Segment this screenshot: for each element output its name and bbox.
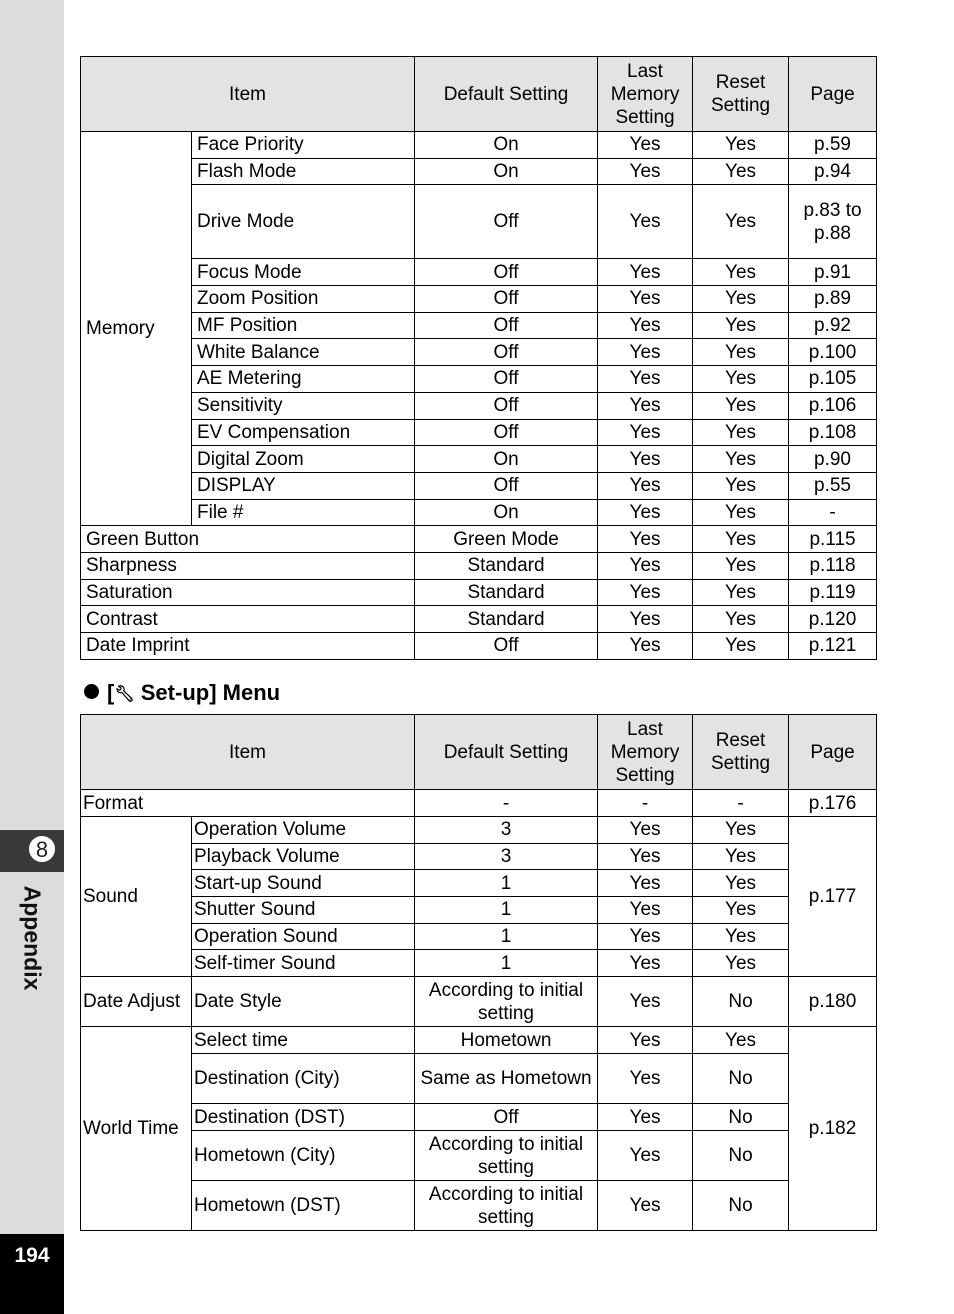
cell-page: p.55 [789, 472, 877, 499]
table-row [81, 339, 877, 366]
cell-page: p.177 [789, 817, 877, 977]
table-row [81, 633, 877, 660]
cell-last-memory: Yes [598, 392, 693, 419]
cell-default-setting: Off [415, 366, 598, 393]
cell-last-memory: - [598, 790, 693, 817]
cell-item: Operation Volume [192, 817, 415, 844]
table-row [81, 158, 877, 185]
cell-item: Destination (DST) [192, 1104, 415, 1131]
table-row [81, 790, 877, 817]
heading-bracket: [ [107, 680, 115, 705]
cell-last-memory: Yes [598, 312, 693, 339]
chapter-title: Appendix [19, 885, 46, 991]
cell-page: p.83 to p.88 [789, 185, 877, 259]
bullet-icon [84, 684, 99, 699]
cell-default-setting: Green Mode [415, 526, 598, 553]
cell-last-memory: Yes [598, 526, 693, 553]
cell-reset-setting: Yes [693, 633, 789, 660]
cell-last-memory: Yes [598, 499, 693, 526]
cell-item: Flash Mode [192, 158, 415, 185]
cell-reset-setting: Yes [693, 132, 789, 159]
cell-item: Contrast [81, 606, 415, 633]
table-row [81, 897, 877, 924]
table-row [81, 526, 877, 553]
cell-page: p.91 [789, 259, 877, 286]
page-number: 194 [0, 1234, 64, 1314]
cell-default-setting: On [415, 132, 598, 159]
cell-reset-setting: Yes [693, 870, 789, 897]
table-row [81, 366, 877, 393]
cell-item: Hometown (DST) [192, 1181, 415, 1231]
cell-page: p.100 [789, 339, 877, 366]
cell-default-setting: On [415, 446, 598, 473]
cell-reset-setting: Yes [693, 923, 789, 950]
cell-item: AE Metering [192, 366, 415, 393]
cell-default-setting: Hometown [415, 1027, 598, 1054]
group-label-sound: Sound [81, 817, 192, 977]
cell-item: Playback Volume [192, 843, 415, 870]
cell-page: p.105 [789, 366, 877, 393]
table-row [81, 419, 877, 446]
cell-page: p.121 [789, 633, 877, 660]
cell-default-setting: On [415, 499, 598, 526]
cell-page: p.182 [789, 1027, 877, 1231]
cell-last-memory: Yes [598, 552, 693, 579]
cell-last-memory: Yes [598, 579, 693, 606]
cell-item: White Balance [192, 339, 415, 366]
cell-item: Date Imprint [81, 633, 415, 660]
cell-last-memory: Yes [598, 817, 693, 844]
table-row [81, 499, 877, 526]
cell-reset-setting: Yes [693, 843, 789, 870]
cell-last-memory: Yes [598, 1181, 693, 1231]
cell-default-setting: Off [415, 419, 598, 446]
cell-default-setting: Standard [415, 606, 598, 633]
cell-page: p.120 [789, 606, 877, 633]
setup-menu-table [80, 714, 877, 1231]
cell-default-setting: Standard [415, 579, 598, 606]
header-item: Item [81, 715, 415, 790]
table-row [81, 286, 877, 313]
header-last-memory-setting: Last Memory Setting [598, 715, 693, 790]
cell-default-setting: Same as Hometown [415, 1054, 598, 1104]
cell-reset-setting: Yes [693, 259, 789, 286]
cell-page: p.94 [789, 158, 877, 185]
cell-reset-setting: Yes [693, 499, 789, 526]
cell-page: p.118 [789, 552, 877, 579]
cell-reset-setting: Yes [693, 339, 789, 366]
cell-item: Operation Sound [192, 923, 415, 950]
cell-item: Sensitivity [192, 392, 415, 419]
cell-reset-setting: Yes [693, 158, 789, 185]
cell-reset-setting: No [693, 1054, 789, 1104]
cell-reset-setting: No [693, 1104, 789, 1131]
table-row [81, 843, 877, 870]
cell-item: File # [192, 499, 415, 526]
cell-reset-setting: No [693, 1131, 789, 1181]
header-item: Item [81, 57, 415, 132]
cell-last-memory: Yes [598, 633, 693, 660]
cell-last-memory: Yes [598, 843, 693, 870]
cell-reset-setting: Yes [693, 472, 789, 499]
cell-item: Shutter Sound [192, 897, 415, 924]
table-row [81, 1054, 877, 1104]
cell-last-memory: Yes [598, 286, 693, 313]
cell-item: Start-up Sound [192, 870, 415, 897]
table-row [81, 472, 877, 499]
cell-reset-setting: - [693, 790, 789, 817]
cell-page: p.180 [789, 977, 877, 1027]
cell-last-memory: Yes [598, 419, 693, 446]
group-label-world-time: World Time [81, 1027, 192, 1231]
cell-page: p.59 [789, 132, 877, 159]
cell-default-setting: Off [415, 312, 598, 339]
cell-last-memory: Yes [598, 897, 693, 924]
cell-default-setting: Off [415, 633, 598, 660]
cell-default-setting: Off [415, 339, 598, 366]
cell-default-setting: 1 [415, 897, 598, 924]
cell-reset-setting: Yes [693, 817, 789, 844]
group-label-date-adjust: Date Adjust [81, 977, 192, 1027]
cell-last-memory: Yes [598, 1104, 693, 1131]
cell-last-memory: Yes [598, 158, 693, 185]
cell-page: p.108 [789, 419, 877, 446]
cell-item: Self-timer Sound [192, 950, 415, 977]
cell-reset-setting: Yes [693, 526, 789, 553]
cell-last-memory: Yes [598, 977, 693, 1027]
cell-reset-setting: Yes [693, 392, 789, 419]
cell-item: Select time [192, 1027, 415, 1054]
cell-last-memory: Yes [598, 259, 693, 286]
cell-item: Saturation [81, 579, 415, 606]
group-label-memory: Memory [81, 132, 192, 526]
cell-reset-setting: Yes [693, 366, 789, 393]
table-row [81, 606, 877, 633]
cell-last-memory: Yes [598, 1027, 693, 1054]
cell-page: p.176 [789, 790, 877, 817]
cell-reset-setting: Yes [693, 185, 789, 259]
table-row [81, 977, 877, 1027]
cell-last-memory: Yes [598, 366, 693, 393]
cell-last-memory: Yes [598, 950, 693, 977]
cell-item: MF Position [192, 312, 415, 339]
table-row [81, 259, 877, 286]
cell-last-memory: Yes [598, 1131, 693, 1181]
cell-reset-setting: Yes [693, 312, 789, 339]
cell-default-setting: 3 [415, 817, 598, 844]
cell-page: - [789, 499, 877, 526]
cell-item: Sharpness [81, 552, 415, 579]
table-row [81, 1104, 877, 1131]
table-row [81, 950, 877, 977]
cell-default-setting: Off [415, 185, 598, 259]
cell-item: Zoom Position [192, 286, 415, 313]
cell-page: p.90 [789, 446, 877, 473]
cell-default-setting: 1 [415, 923, 598, 950]
cell-default-setting: Off [415, 286, 598, 313]
cell-default-setting: Off [415, 1104, 598, 1131]
cell-default-setting: According to initial setting [415, 977, 598, 1027]
cell-default-setting: Standard [415, 552, 598, 579]
cell-page: p.92 [789, 312, 877, 339]
cell-reset-setting: No [693, 977, 789, 1027]
cell-reset-setting: Yes [693, 446, 789, 473]
cell-last-memory: Yes [598, 606, 693, 633]
cell-last-memory: Yes [598, 472, 693, 499]
cell-last-memory: Yes [598, 132, 693, 159]
cell-page: p.106 [789, 392, 877, 419]
cell-page: p.119 [789, 579, 877, 606]
cell-item: Format [81, 790, 415, 817]
cell-reset-setting: Yes [693, 579, 789, 606]
cell-last-memory: Yes [598, 1054, 693, 1104]
setup-menu-heading [84, 680, 280, 706]
cell-item: Destination (City) [192, 1054, 415, 1104]
cell-default-setting: - [415, 790, 598, 817]
cell-item: Date Style [192, 977, 415, 1027]
cell-item: EV Compensation [192, 419, 415, 446]
heading-text: Set-up] Menu [134, 680, 281, 705]
header-default-setting: Default Setting [415, 57, 598, 132]
cell-last-memory: Yes [598, 185, 693, 259]
table-row [81, 923, 877, 950]
cell-default-setting: 1 [415, 870, 598, 897]
table-row [81, 446, 877, 473]
cell-item: DISPLAY [192, 472, 415, 499]
chapter-number: 8 [27, 834, 57, 864]
cell-item: Drive Mode [192, 185, 415, 259]
cell-item: Face Priority [192, 132, 415, 159]
header-last-memory-setting: Last Memory Setting [598, 57, 693, 132]
cell-last-memory: Yes [598, 870, 693, 897]
cell-reset-setting: Yes [693, 552, 789, 579]
cell-last-memory: Yes [598, 446, 693, 473]
cell-item: Hometown (City) [192, 1131, 415, 1181]
cell-reset-setting: Yes [693, 419, 789, 446]
cell-reset-setting: Yes [693, 897, 789, 924]
sidebar [0, 0, 64, 1314]
cell-reset-setting: Yes [693, 950, 789, 977]
cell-item: Digital Zoom [192, 446, 415, 473]
cell-default-setting: 1 [415, 950, 598, 977]
cell-page: p.115 [789, 526, 877, 553]
header-reset-setting: Reset Setting [693, 715, 789, 790]
cell-default-setting: Off [415, 259, 598, 286]
cell-last-memory: Yes [598, 923, 693, 950]
header-reset-setting: Reset Setting [693, 57, 789, 132]
table-row [81, 870, 877, 897]
table-row [81, 1181, 877, 1231]
cell-reset-setting: No [693, 1181, 789, 1231]
wrench-icon: 🔧︎ [114, 686, 135, 703]
cell-default-setting: 3 [415, 843, 598, 870]
table-row [81, 579, 877, 606]
cell-default-setting: Off [415, 472, 598, 499]
cell-default-setting: On [415, 158, 598, 185]
cell-default-setting: According to initial setting [415, 1131, 598, 1181]
cell-default-setting: According to initial setting [415, 1181, 598, 1231]
cell-item: Focus Mode [192, 259, 415, 286]
cell-last-memory: Yes [598, 339, 693, 366]
table-row [81, 312, 877, 339]
header-page: Page [789, 57, 877, 132]
table-row [81, 1131, 877, 1181]
header-default-setting: Default Setting [415, 715, 598, 790]
table-row [81, 185, 877, 259]
header-page: Page [789, 715, 877, 790]
table-row [81, 392, 877, 419]
memory-settings-table [80, 56, 877, 660]
cell-default-setting: Off [415, 392, 598, 419]
cell-page: p.89 [789, 286, 877, 313]
cell-reset-setting: Yes [693, 1027, 789, 1054]
table-row [81, 132, 877, 159]
cell-reset-setting: Yes [693, 286, 789, 313]
cell-reset-setting: Yes [693, 606, 789, 633]
table-row [81, 817, 877, 844]
cell-item: Green Button [81, 526, 415, 553]
table-row [81, 1027, 877, 1054]
table-row [81, 552, 877, 579]
